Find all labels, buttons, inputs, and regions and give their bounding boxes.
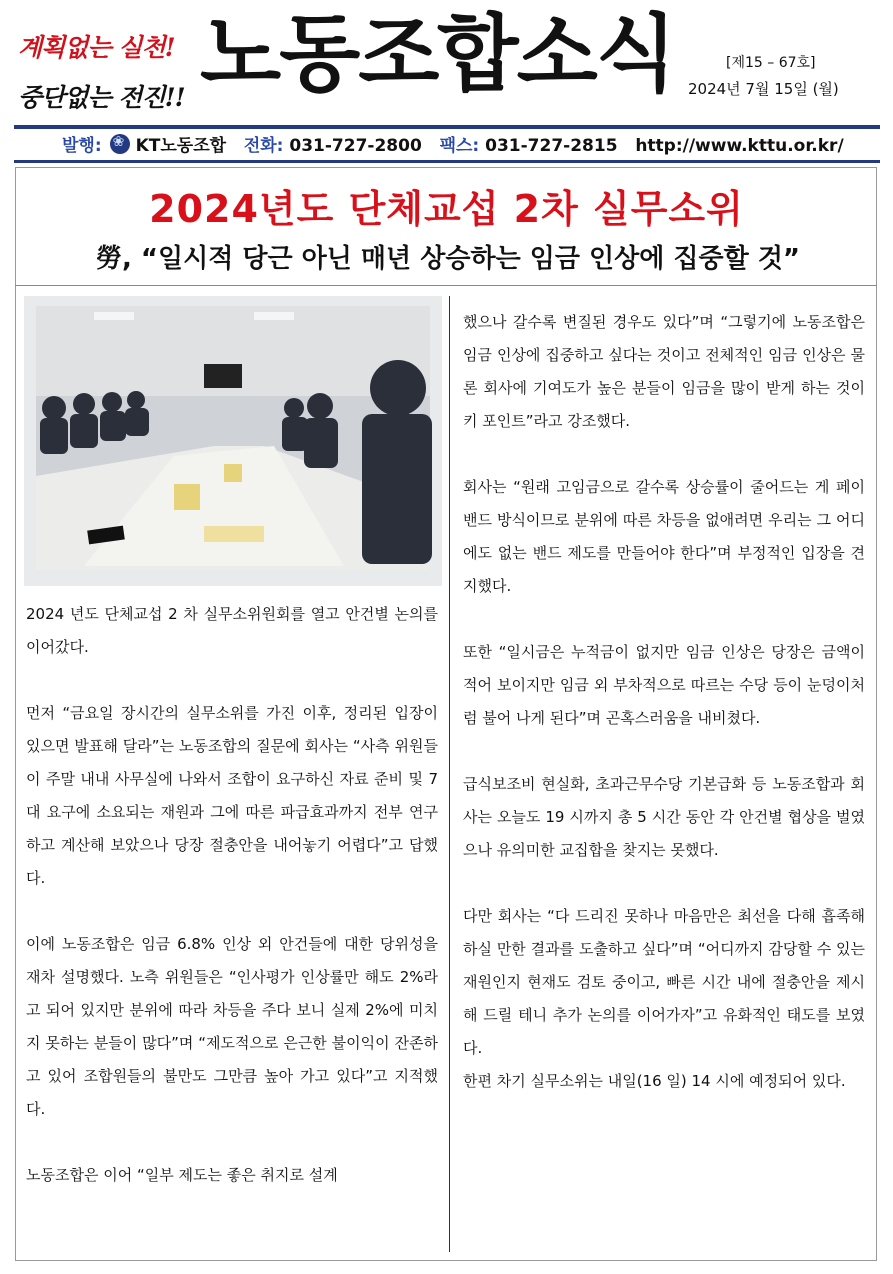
fax-label: 팩스: xyxy=(439,136,480,156)
article-paragraph: 회사는 “원래 고임금으로 갈수록 상승률이 줄어드는 게 페이밴드 방식이므로 분위에 따른 차등을 없애려면 우리는 그 어디에도 없는 밴드 제도를 만들어야 한다”며 부정적인 입장을 견지했다. xyxy=(463,478,865,595)
article-paragraph: 다만 회사는 “다 드리진 못하나 마음만은 최선을 다해 흡족해 하실 만한 결과를 도출하고 싶다”며 “어디까지 감당할 수 있는 재원인지 현재도 검토 중이고, 빠른 시간 내에 절충안을 제시해 드릴 테니 추가 논의를 이어가자”고 유화적인 태도를 보였다. xyxy=(463,907,865,1057)
masthead-title: 노동조합소식 xyxy=(200,5,675,103)
article-column-left xyxy=(26,598,438,1192)
meeting-photo xyxy=(24,296,442,586)
publisher-bar xyxy=(62,131,844,156)
article-paragraph: 급식보조비 현실화, 초과근무수당 기본급화 등 노동조합과 회사는 오늘도 19 시까지 총 5 시간 동안 각 안건별 협상을 벌였으나 유의미한 교집합을 찾지는 못했다. xyxy=(463,775,865,859)
issue-date: 2024년 7월 15일 (월) xyxy=(688,80,839,98)
publisher-label: 발행: xyxy=(62,136,102,156)
column-divider xyxy=(449,296,450,1252)
article-paragraph: 했으나 갈수록 변질된 경우도 있다”며 “그렇기에 노동조합은 임금 인상에 집중하고 싶다는 것이고 전체적인 임금 인상은 물론 회사에 기여도가 높은 분들이 임금을 많이 받게 하는 것이 키 포인트”라고 강조했다. xyxy=(463,313,865,430)
article-headline: 2024년도 단체교섭 2차 실무소위 xyxy=(149,187,744,231)
issue-number: [제15 – 67호] xyxy=(726,55,816,71)
header-rule-bottom xyxy=(14,160,880,163)
article-paragraph: 노동조합은 이어 “일부 제도는 좋은 취지로 설계 xyxy=(26,1166,338,1184)
website-link[interactable]: http://www.kttu.or.kr/ xyxy=(635,136,844,156)
article-paragraph: 먼저 “금요일 장시간의 실무소위를 가진 이후, 정리된 입장이 있으면 발표해 달라”는 노동조합의 질문에 회사는 “사측 위원들이 주말 내내 사무실에 나와서 조합이 요구하신 자료 준비 및 7 대 요구에 소요되는 재원과 그에 따른 파급효과까지 전부 연구하고 계산해 보았으나 당장 절충안을 내어놓기 어렵다”고 답했다. xyxy=(26,704,438,887)
article-paragraph: 한편 차기 실무소위는 내일(16 일) 14 시에 예정되어 있다. xyxy=(463,1072,846,1090)
slogan-line-1: 계획없는 실천! xyxy=(18,33,175,62)
article-subheadline: 勞, “일시적 당근 아닌 매년 상승하는 임금 인상에 집중할 것” xyxy=(95,244,801,274)
headline-divider xyxy=(15,285,877,286)
phone-label: 전화: xyxy=(243,136,284,156)
slogan xyxy=(18,28,198,114)
phone-number: 031-727-2800 xyxy=(289,136,422,156)
article-column-right xyxy=(463,306,865,1098)
slogan-line-2: 중단없는 전진!! xyxy=(18,83,185,112)
kttu-logo-icon xyxy=(110,134,130,154)
article-paragraph: 이에 노동조합은 임금 6.8% 인상 외 안건들에 대한 당위성을 재차 설명했다. 노측 위원들은 “인사평가 인상률만 해도 2%라고 되어 있지만 분위에 따라 차등을 주다 보니 실제 2%에 미치지 못하는 분들이 많다”며 “제도적으로 은근한 불이익이 잔존하고 있어 조합원들의 불만도 그만큼 높아 가고 있다”고 지적했다. xyxy=(26,935,438,1118)
article-paragraph: 또한 “일시금은 누적금이 없지만 임금 인상은 당장은 금액이 적어 보이지만 임금 외 부차적으로 따르는 수당 등이 눈덩이처럼 불어 나게 된다”며 곤혹스러움을 내비쳤다. xyxy=(463,643,865,727)
fax-number: 031-727-2815 xyxy=(485,136,618,156)
publisher-name: KT노동조합 xyxy=(135,136,227,156)
article-paragraph: 2024 년도 단체교섭 2 차 실무소위원회를 열고 안건별 논의를 이어갔다. xyxy=(26,605,438,656)
header-rule-top xyxy=(14,125,880,129)
